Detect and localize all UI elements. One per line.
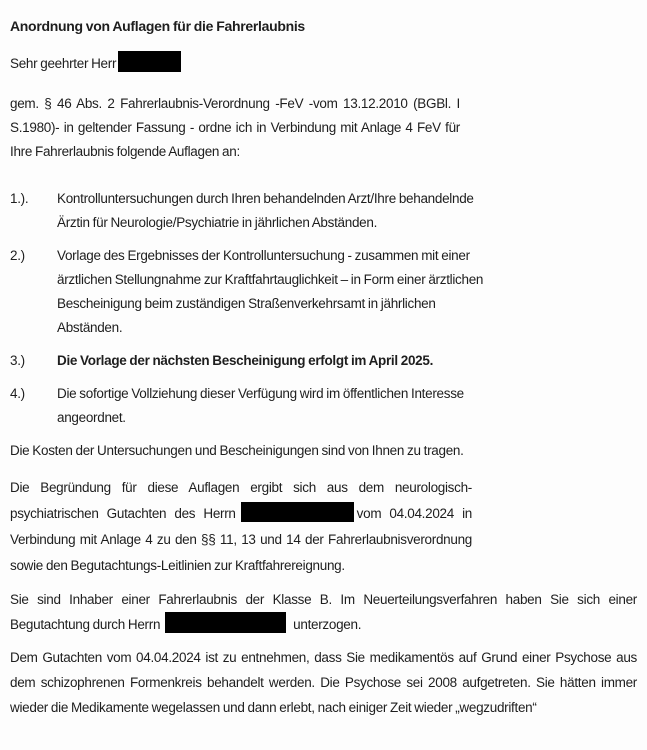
condition-item-1 bbox=[10, 187, 637, 235]
redacted-examiner-name bbox=[241, 502, 354, 522]
condition-item-2 bbox=[10, 244, 637, 340]
redacted-assessor-name bbox=[165, 612, 286, 633]
condition-text: Kontrolluntersuchungen durch Ihren behandelnden Arzt/Ihre behandelnde Ärztin für Neurologie/Psychiatrie in jährlichen Abständen. bbox=[57, 191, 474, 230]
findings-paragraph: Dem Gutachten vom 04.04.2024 ist zu entnehmen, dass Sie medikamentös auf Grund einer Psychose aus dem schizophrenen Formenkreis behandelt werden. Die Psychose sei 2008 aufgetreten. Sie hätten immer wieder die Medikamente wegelassen und dann erlebt, nach einiger Zeit wieder „wegzudriften“ bbox=[10, 650, 637, 715]
document-title: Anordnung von Auflagen für die Fahrerlaubnis bbox=[10, 18, 305, 34]
salutation-text: Sehr geehrter Herr bbox=[10, 56, 117, 71]
justification-paragraph bbox=[10, 475, 472, 579]
justification-text-before: Die Begründung für diese Auflagen ergibt sich aus dem neurologisch-psychiatrischen Gutachten des Herrn bbox=[10, 480, 472, 521]
costs-paragraph: Die Kosten der Untersuchungen und Bescheinigungen sind von Ihnen zu tragen. bbox=[10, 443, 464, 458]
conditions-list bbox=[10, 187, 637, 430]
condition-text: Die Vorlage der nächsten Bescheinigung erfolgt im April 2025. bbox=[57, 353, 434, 368]
condition-number: 2.) bbox=[10, 248, 25, 263]
intro-paragraph: gem. § 46 Abs. 2 Fahrerlaubnis-Verordnung -FeV -vom 13.12.2010 (BGBl. I S.1980)- in geltender Fassung - ordne ich in Verbindung mit Anlage 4 FeV für Ihre Fahrerlaubnis folgende Auflagen an: bbox=[10, 96, 460, 159]
condition-text: Vorlage des Ergebnisses der Kontrolluntersuchung - zusammen mit einer ärztlichen Stellungnahme zur Kraftfahrtauglichkeit – in Form einer ärztlichen Bescheinigung beim zuständigen Straßenverkehrsamt in jährlichen Abständen. bbox=[57, 248, 484, 335]
condition-number: 3.) bbox=[10, 353, 25, 368]
condition-item-3 bbox=[10, 349, 637, 373]
license-text-before: Sie sind Inhaber einer Fahrerlaubnis der Klasse B. Im Neuerteilungsverfahren haben Sie sich einer Begutachtung durch Herrn bbox=[10, 592, 637, 632]
salutation-line bbox=[10, 51, 637, 75]
redacted-recipient-name bbox=[118, 51, 181, 72]
condition-number: 4.) bbox=[10, 386, 25, 401]
condition-text: Die sofortige Vollziehung dieser Verfügung wird im öffentlichen Interesse angeordnet. bbox=[57, 386, 464, 425]
condition-number: 1.). bbox=[10, 191, 29, 206]
justification-text-after: vom 04.04.2024 in Verbindung mit Anlage 4 zu den §§ 11, 13 und 14 der Fahrerlaubnisverordnung sowie den Begutachtungs-Leitlinien zur Kraftfahrereignung. bbox=[10, 506, 472, 573]
license-paragraph bbox=[10, 587, 637, 637]
license-text-after: unterzogen. bbox=[293, 617, 362, 632]
condition-item-4 bbox=[10, 382, 637, 430]
